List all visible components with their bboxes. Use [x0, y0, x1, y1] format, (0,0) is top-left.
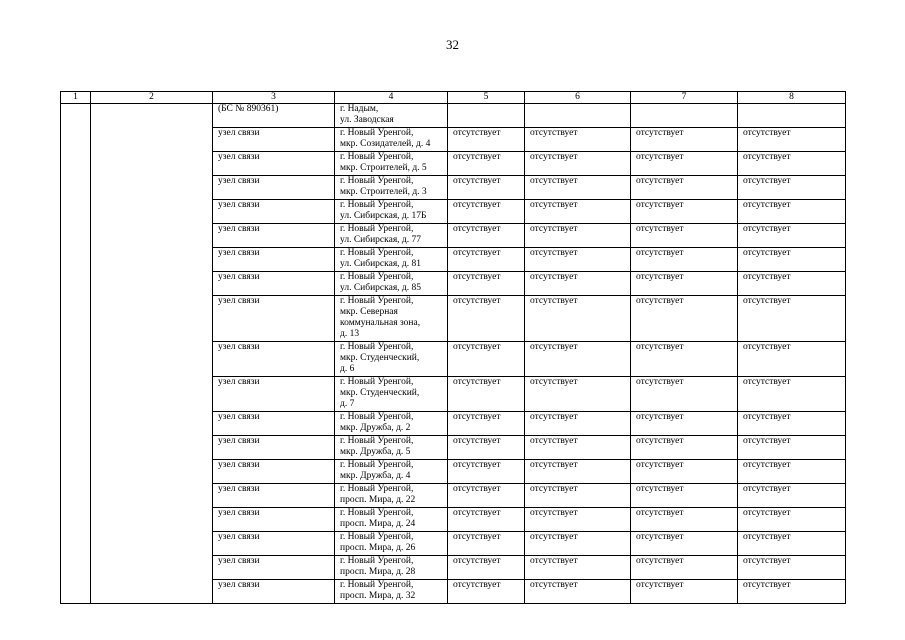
cell-c7: отсутствует: [631, 580, 738, 604]
data-table: [60, 91, 846, 604]
cell-c6: отсутствует: [525, 580, 631, 604]
cell-c7: отсутствует: [631, 200, 738, 224]
cell-c5: [448, 104, 525, 128]
cell-col-1-empty: [61, 104, 91, 604]
address-line: мкр. Дружба, д. 2: [340, 423, 411, 433]
cell-object-type: узел связи: [213, 436, 335, 460]
address-line: г. Новый Уренгой,: [340, 436, 414, 446]
cell-c6: отсутствует: [525, 152, 631, 176]
cell-c6: отсутствует: [525, 556, 631, 580]
column-header-5: 5: [448, 92, 525, 104]
cell-c8: отсутствует: [738, 508, 846, 532]
column-header-7: 7: [631, 92, 738, 104]
cell-c7: отсутствует: [631, 224, 738, 248]
cell-c6: отсутствует: [525, 128, 631, 152]
address-line: г. Новый Уренгой,: [340, 176, 414, 186]
cell-c8: отсутствует: [738, 377, 846, 412]
cell-c6: отсутствует: [525, 176, 631, 200]
address-line: г. Новый Уренгой,: [340, 296, 414, 306]
cell-object-type: узел связи: [213, 176, 335, 200]
page-number: 32: [446, 37, 459, 52]
cell-address: [335, 248, 448, 272]
cell-address: [335, 200, 448, 224]
cell-c8: отсутствует: [738, 342, 846, 377]
header-row: [61, 92, 846, 104]
cell-object-type: узел связи: [213, 412, 335, 436]
cell-c5: отсутствует: [448, 248, 525, 272]
address-line: г. Надым,: [340, 104, 379, 114]
address-line: мкр. Дружба, д. 5: [340, 447, 411, 457]
cell-address: [335, 460, 448, 484]
address-line: г. Новый Уренгой,: [340, 484, 414, 494]
cell-c5: отсутствует: [448, 556, 525, 580]
address-line: ул. Сибирская, д. 85: [340, 283, 422, 293]
cell-c5: отсутствует: [448, 377, 525, 412]
column-header-4: 4: [335, 92, 448, 104]
address-line: г. Новый Уренгой,: [340, 556, 414, 566]
cell-c7: отсутствует: [631, 272, 738, 296]
address-line: г. Новый Уренгой,: [340, 580, 414, 590]
address-line: г. Новый Уренгой,: [340, 508, 414, 518]
cell-c7: отсутствует: [631, 556, 738, 580]
cell-c6: отсутствует: [525, 460, 631, 484]
cell-c8: отсутствует: [738, 532, 846, 556]
cell-address: [335, 377, 448, 412]
cell-address: [335, 508, 448, 532]
cell-c7: отсутствует: [631, 176, 738, 200]
cell-address: [335, 296, 448, 342]
address-line: д. 7: [340, 399, 355, 409]
cell-c7: отсутствует: [631, 248, 738, 272]
column-header-8: 8: [738, 92, 846, 104]
cell-c8: отсутствует: [738, 272, 846, 296]
address-line: просп. Мира, д. 26: [340, 543, 416, 553]
cell-object-type: узел связи: [213, 556, 335, 580]
cell-c8: отсутствует: [738, 128, 846, 152]
address-line: г. Новый Уренгой,: [340, 128, 414, 138]
cell-c6: отсутствует: [525, 508, 631, 532]
address-line: г. Новый Уренгой,: [340, 342, 414, 352]
cell-object-type: узел связи: [213, 484, 335, 508]
cell-address: [335, 412, 448, 436]
cell-c5: отсутствует: [448, 128, 525, 152]
cell-c6: отсутствует: [525, 377, 631, 412]
address-line: мкр. Студенческий,: [340, 388, 420, 398]
cell-object-type: узел связи: [213, 128, 335, 152]
cell-c6: отсутствует: [525, 342, 631, 377]
cell-c6: отсутствует: [525, 484, 631, 508]
cell-c8: отсутствует: [738, 224, 846, 248]
address-line: г. Новый Уренгой,: [340, 377, 414, 387]
cell-c5: отсутствует: [448, 484, 525, 508]
cell-object-type: узел связи: [213, 580, 335, 604]
cell-c7: отсутствует: [631, 412, 738, 436]
cell-c6: [525, 104, 631, 128]
cell-c8: отсутствует: [738, 200, 846, 224]
cell-c5: отсутствует: [448, 460, 525, 484]
cell-object-type: узел связи: [213, 248, 335, 272]
cell-c6: отсутствует: [525, 412, 631, 436]
cell-object-type: (БС № 890361): [213, 104, 335, 128]
cell-c7: отсутствует: [631, 152, 738, 176]
cell-c7: отсутствует: [631, 296, 738, 342]
table-body: [61, 92, 846, 604]
cell-object-type: узел связи: [213, 460, 335, 484]
cell-address: [335, 342, 448, 377]
address-line: г. Новый Уренгой,: [340, 248, 414, 258]
cell-c5: отсутствует: [448, 532, 525, 556]
cell-address: [335, 436, 448, 460]
address-line: г. Новый Уренгой,: [340, 412, 414, 422]
cell-address: [335, 580, 448, 604]
address-line: просп. Мира, д. 22: [340, 495, 416, 505]
cell-c5: отсутствует: [448, 508, 525, 532]
address-line: д. 13: [340, 329, 360, 339]
column-header-6: 6: [525, 92, 631, 104]
cell-c7: отсутствует: [631, 460, 738, 484]
cell-c7: отсутствует: [631, 532, 738, 556]
address-line: ул. Сибирская, д. 81: [340, 259, 422, 269]
address-line: г. Новый Уренгой,: [340, 152, 414, 162]
cell-c5: отсутствует: [448, 342, 525, 377]
address-line: мкр. Строителей, д. 3: [340, 187, 427, 197]
address-line: просп. Мира, д. 24: [340, 519, 416, 529]
cell-c5: отсутствует: [448, 436, 525, 460]
cell-object-type: узел связи: [213, 272, 335, 296]
cell-c8: [738, 104, 846, 128]
cell-object-type: узел связи: [213, 296, 335, 342]
cell-object-type: узел связи: [213, 508, 335, 532]
cell-address: [335, 484, 448, 508]
address-line: г. Новый Уренгой,: [340, 460, 414, 470]
column-header-1: 1: [61, 92, 91, 104]
address-line: г. Новый Уренгой,: [340, 224, 414, 234]
cell-c5: отсутствует: [448, 580, 525, 604]
cell-c8: отсутствует: [738, 248, 846, 272]
cell-c6: отсутствует: [525, 296, 631, 342]
cell-c5: отсутствует: [448, 224, 525, 248]
address-line: г. Новый Уренгой,: [340, 200, 414, 210]
cell-c8: отсутствует: [738, 484, 846, 508]
cell-c7: отсутствует: [631, 377, 738, 412]
address-line: ул. Сибирская, д. 17Б: [340, 211, 427, 221]
cell-c8: отсутствует: [738, 436, 846, 460]
cell-c8: отсутствует: [738, 460, 846, 484]
address-line: мкр. Дружба, д. 4: [340, 471, 411, 481]
cell-c5: отсутствует: [448, 412, 525, 436]
cell-c7: [631, 104, 738, 128]
cell-address: [335, 152, 448, 176]
address-line: мкр. Студенческий,: [340, 353, 420, 363]
cell-object-type: узел связи: [213, 200, 335, 224]
table-row: [61, 104, 846, 128]
cell-c5: отсутствует: [448, 200, 525, 224]
address-line: мкр. Северная: [340, 307, 398, 317]
cell-c8: отсутствует: [738, 176, 846, 200]
cell-address: [335, 556, 448, 580]
cell-c6: отсутствует: [525, 200, 631, 224]
cell-c5: отсутствует: [448, 176, 525, 200]
cell-address: [335, 104, 448, 128]
cell-c5: отсутствует: [448, 272, 525, 296]
address-line: г. Новый Уренгой,: [340, 272, 414, 282]
cell-c8: отсутствует: [738, 412, 846, 436]
address-line: просп. Мира, д. 32: [340, 591, 416, 601]
cell-object-type: узел связи: [213, 532, 335, 556]
cell-c8: отсутствует: [738, 152, 846, 176]
cell-object-type: узел связи: [213, 377, 335, 412]
cell-c8: отсутствует: [738, 556, 846, 580]
cell-c7: отсутствует: [631, 484, 738, 508]
address-line: коммунальная зона,: [340, 318, 421, 328]
cell-object-type: узел связи: [213, 224, 335, 248]
cell-c7: отсутствует: [631, 342, 738, 377]
column-header-2: 2: [91, 92, 213, 104]
cell-address: [335, 224, 448, 248]
cell-c6: отсутствует: [525, 224, 631, 248]
cell-address: [335, 176, 448, 200]
cell-c7: отсутствует: [631, 128, 738, 152]
address-line: д. 6: [340, 364, 355, 374]
address-line: г. Новый Уренгой,: [340, 532, 414, 542]
cell-c6: отсутствует: [525, 272, 631, 296]
address-line: ул. Заводская: [340, 115, 394, 125]
address-line: мкр. Строителей, д. 5: [340, 163, 427, 173]
cell-c5: отсутствует: [448, 296, 525, 342]
cell-address: [335, 128, 448, 152]
cell-object-type: узел связи: [213, 342, 335, 377]
address-line: мкр. Созидателей, д. 4: [340, 139, 431, 149]
cell-address: [335, 272, 448, 296]
cell-c6: отсутствует: [525, 532, 631, 556]
cell-c7: отсутствует: [631, 436, 738, 460]
address-line: ул. Сибирская, д. 77: [340, 235, 422, 245]
address-line: просп. Мира, д. 28: [340, 567, 416, 577]
cell-c6: отсутствует: [525, 436, 631, 460]
cell-address: [335, 532, 448, 556]
cell-c8: отсутствует: [738, 296, 846, 342]
cell-c6: отсутствует: [525, 248, 631, 272]
cell-c8: отсутствует: [738, 580, 846, 604]
cell-c7: отсутствует: [631, 508, 738, 532]
column-header-3: 3: [213, 92, 335, 104]
cell-c5: отсутствует: [448, 152, 525, 176]
cell-col-2-empty: [91, 104, 213, 604]
cell-object-type: узел связи: [213, 152, 335, 176]
